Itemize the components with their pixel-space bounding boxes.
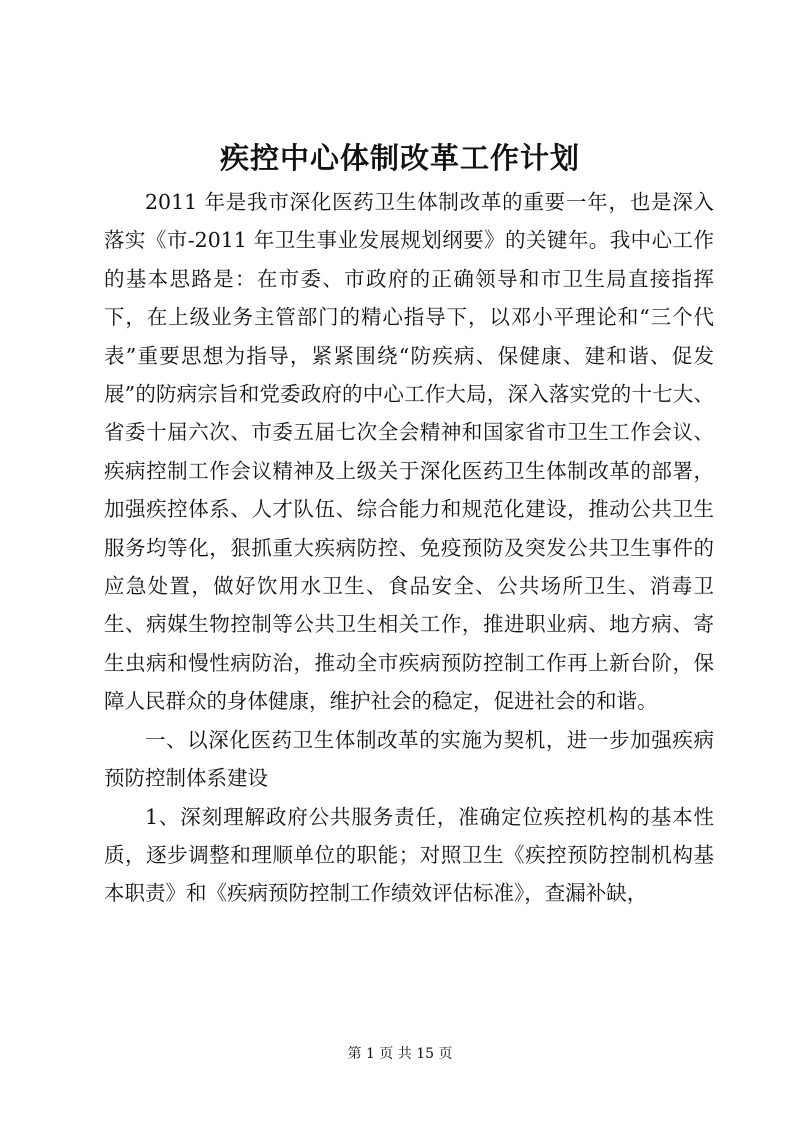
paragraph-section-heading: 一、以深化医药卫生体制改革的实施为契机，进一步加强疾病预防控制体系建设 bbox=[104, 727, 714, 791]
page-number: 第 1 页 共 15 页 bbox=[347, 1046, 453, 1062]
paragraph-intro: 2011 年是我市深化医药卫生体制改革的重要一年，也是深入落实《市-2011 年卫生事业发展规划纲要》的关键年。我中心工作的基本思路是：在市委、市政府的正确领导和市卫生局直接指挥下，在上级业务主管部门的精心指导下，以邓小平理论和“三个代表”重要思想为指导，紧紧围绕“防疾病、保健康、建和谐、促发展”的防病宗旨和党委政府的中心工作大局，深入落实党的十七大、省委十届六次、市委五届七次全会精神和国家省市卫生工作会议、疾病控制工作会议精神及上级关于深化医药卫生体制改革的部署，加强疾控体系、人才队伍、综合能力和规范化建设，推动公共卫生服务均等化，狠抓重大疾病防控、免疫预防及突发公共卫生事件的应急处置，做好饮用水卫生、食品安全、公共场所卫生、消毒卫生、病媒生物控制等公共卫生相关工作，推进职业病、地方病、寄生虫病和慢性病防治，推动全市疾病预防控制工作再上新台阶，保障人民群众的身体健康，维护社会的稳定，促进社会的和谐。 bbox=[104, 190, 714, 714]
document-body bbox=[104, 183, 714, 913]
document-title: 疾控中心体制改革工作计划 bbox=[219, 141, 580, 175]
paragraph-item-1: 1、深刻理解政府公共服务责任，准确定位疾控机构的基本性质，逐步调整和理顺单位的职能；对照卫生《疾控预防控制机构基本职责》和《疾病预防控制工作绩效评估标准》，查漏补缺， bbox=[104, 804, 714, 906]
